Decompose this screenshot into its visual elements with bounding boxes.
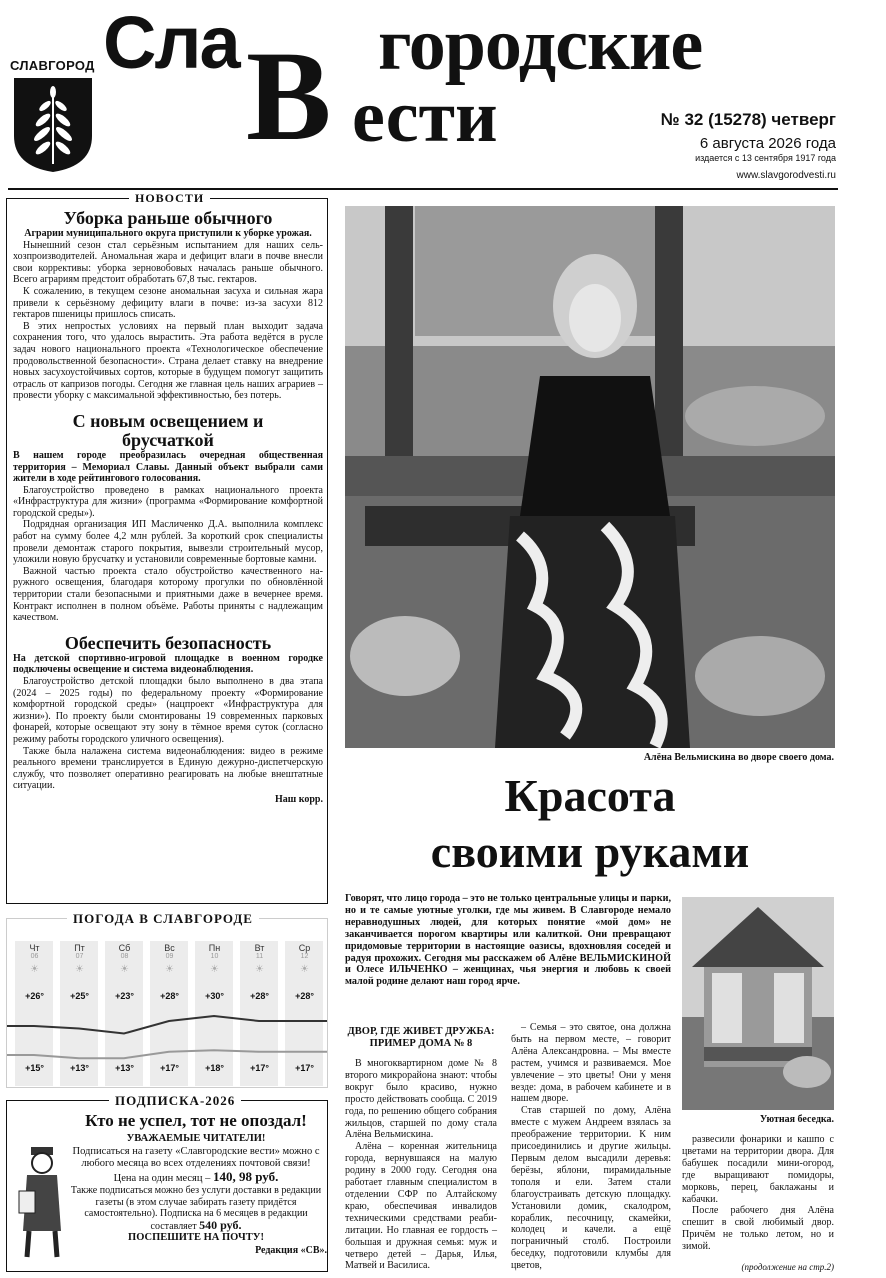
article-headline: Уборка раньше обычного — [63, 208, 273, 228]
min-temperature-line — [7, 1050, 327, 1058]
news-section-label: НОВОСТИ — [129, 191, 210, 206]
sun-icon: ☀ — [75, 964, 84, 975]
sun-icon: ☀ — [210, 964, 219, 975]
weather-day-number: 11 — [255, 953, 264, 960]
article-paragraph: К сожалению, в текущем сезоне аномальная засуха и сильная жара привели к серьёзному дефициту влаги в почве: из-за засухи 812 гектаров пшеницы пришлось списать. — [13, 285, 323, 321]
weather-day-name: Вс — [164, 943, 175, 953]
weather-day-name: Чт — [29, 943, 40, 953]
weather-section-label: ПОГОДА В СЛАВГОРОДЕ — [67, 911, 259, 927]
max-temperature: +30° — [205, 991, 224, 1001]
coat-of-arms-icon — [12, 76, 94, 174]
subscription-paragraph: Подписаться на газету «Славгородские вести» можно с любого месяца во всех отделениях почтовой связи! — [72, 1145, 320, 1169]
price-label: Цена на один месяц – — [113, 1172, 211, 1184]
weather-day — [12, 941, 57, 975]
article-paragraph: Нынешний сезон стал серьёзным испытанием для наших сельхозпроизводителей. Аномальная жара и дефицит влаги в почве внесли свои коррективы: уборка зерновобовых началась раньше обычного. Всего аграриям предстоит обработать 67,8 тыс. гектаров. — [13, 239, 323, 286]
weather-day — [57, 941, 102, 975]
feature-column-1 — [345, 1022, 497, 1272]
website-link[interactable]: www.slavgorodvesti.ru — [736, 170, 836, 181]
feature-paragraph: В многоквартирном доме № 8 второго микрорайона знают: чтобы вокруг было красиво, нужно просто действовать сообща. С 2019 года, по решению общего собрания жильцов, старшей по дому стала Алёна Вельмискина. — [345, 1058, 497, 1141]
min-temperature: +13° — [115, 1063, 134, 1073]
feature-column-3 — [682, 1134, 834, 1253]
feature-paragraph: – Семья – это святое, она должна быть на первом месте, – говорит Алёна Александровна. – Мы вместе растем, учимся и развиваемся. Мое увлечение – это цветы! Они у меня везде: дома, в рабочем кабинете и в нашем дворе. — [511, 1022, 671, 1105]
price-value: 540 руб. — [199, 1217, 242, 1232]
feature-subhead: ДВОР, ГДЕ ЖИВЕТ ДРУЖБА: ПРИМЕР ДОМА № 8 — [347, 1026, 495, 1049]
article-paragraph: В этих непростых условиях на первый план выходит задача сохранения того, что удалось вырастить. Эта работа ведётся в русле задач нового национального проекта «Технологическое обеспечение продовольственной безопасности». Страна делает ставку на внедрение новых засухоустойчивых сортов, которые в будущем помогут защитить отрасль от капризов погоды. Сегодня же главная цель наших аграриев – провести уборку с максимальной эффективностью, без потерь. — [13, 320, 323, 402]
article-headline: Обеспечить безопасность — [64, 632, 272, 653]
article-paragraph: Важной частью проекта стало обустройство качественного наружного освещения, благодаря которому прогулки по обновлённой территории стали безопасными и приятными даже в вечернее время. Контракт исполнен в полном объёме. Работы приняты с надлежащим качеством. — [13, 565, 323, 624]
weather-grid — [7, 941, 327, 1086]
weather-day-name: Пн — [208, 943, 221, 953]
subscription-box — [6, 1093, 328, 1272]
sun-icon: ☀ — [165, 964, 174, 975]
min-temperature: +17° — [160, 1063, 179, 1073]
article-paragraph: Благоустройство проведено в рамках национального проекта «Инфраструктура для жизни» (программа «Формирование комфортной городской среды»). — [13, 484, 323, 519]
article-lead: В нашем городе преобразилась очередная общественная территория – Мемориал Славы. Данный объект выбрали сами жители в ходе рейтингового голосования. — [13, 449, 323, 485]
feature-headline-line1: Красота — [504, 770, 676, 821]
issue-date: 6 августа 2026 года — [699, 135, 836, 152]
subscription-text — [65, 1133, 327, 1257]
masthead-title-part1: Сла — [103, 1, 239, 84]
feature-headline — [345, 768, 835, 880]
subscription-call: ПОСПЕШИТЕ НА ПОЧТУ! — [128, 1232, 264, 1243]
weather-day — [147, 941, 192, 975]
subscription-paragraph: Также подписаться можно без услуги доставки в редакции газеты (в этом случае забирать газету придётся самостоятельно). Подписка на 6 месяцев в редакции составляет — [70, 1185, 322, 1232]
min-temperature: +18° — [205, 1063, 224, 1073]
article-lead: На детской спортивно-игровой площадке в военном городке подключены освещение и система видеонаблюдения. — [13, 652, 323, 676]
price-value: 140, 98 руб. — [213, 1168, 279, 1184]
weather-day-name: Пт — [74, 943, 85, 953]
continued-note: (продолжение на стр.2) — [741, 1262, 834, 1272]
article-lead: Аграрии муниципального округа приступили к уборке урожая. — [24, 228, 312, 239]
published-since: издается с 13 сентября 1917 года — [695, 153, 836, 163]
sun-icon: ☀ — [300, 964, 309, 975]
weather-day — [102, 941, 147, 975]
article-headline: С новым освещением и брусчаткой — [72, 410, 264, 450]
subscription-section-label: ПОДПИСКА-2026 — [109, 1093, 241, 1109]
photo-caption: Алёна Вельмискина во дворе своего дома. — [643, 752, 834, 763]
weather-day-number: 06 — [30, 953, 39, 960]
min-temperature: +17° — [250, 1063, 269, 1073]
weather-day-number: 10 — [210, 953, 219, 960]
max-temperature: +28° — [250, 991, 269, 1001]
postman-illustration-icon — [17, 1141, 67, 1261]
weather-day — [282, 941, 327, 975]
masthead-title-part2: городские — [378, 4, 703, 86]
article-paragraph: Благоустройство детской площадки было выполнено в два этапа (2024 – 2025 годы) по федеральному проекту «Формирование комфортной городской среды» (нацпроект «Инфраструктура для жизни»). По проекту были смонтированы 19 современных парковых фонарей, которые освещают эту зону в тёмное время суток (согласно режиму работы городского уличного освещения). — [13, 676, 323, 745]
town-label: СЛАВГОРОД — [10, 58, 95, 73]
sun-icon: ☀ — [255, 964, 264, 975]
weather-widget — [6, 911, 328, 1088]
feature-intro: Говорят, что лицо города – это не только центральные улицы и парки, но и те самые уютные уголки, где мы живем. В Славгороде немало неравнодушных людей, для которых понятие «мой дом» не заканчивается порогом квартиры или калиткой. Они превращают придомовые территории в настоящие оазисы, вдохновляя соседей и радуя прохожих. Сегодня мы расскажем об Алёне ВЕЛЬМИСКИНОЙ и Олесе ИЛЬЧЕНКО – женщинах, чья энергия и любовь к своей малой родине делают наш город ярче. — [345, 893, 671, 988]
sun-icon: ☀ — [30, 964, 39, 975]
masthead-title-part3: ести — [352, 76, 498, 158]
weather-day-name: Вт — [254, 943, 265, 953]
feature-paragraph: После рабочего дня Алёна спешит в свой любимый двор. Причём не только летом, но и зимой. — [682, 1205, 834, 1253]
article-signature: Наш корр. — [275, 793, 323, 805]
feature-paragraph: Став старшей по дому, Алёна вместе с мужем Андреем взялась за преображение территории. К ним присоединились и другие жильцы. Первым делом высадили деревья: берёзы, яблони, пирамидальные тополя и ели. Затем стали благоустраивать детскую площадку. Установили домик, скалодром, кораблик, песочницу, скамейки, колодец и качели. а ещё пограничный столб. Построили беседку, подготовили клумбы для цветов, — [511, 1105, 671, 1272]
subscription-signature: Редакция «СВ». — [255, 1244, 327, 1256]
subscription-greeting: УВАЖАЕМЫЕ ЧИТАТЕЛИ! — [126, 1133, 266, 1144]
weather-day-name: Ср — [298, 943, 311, 953]
weather-day-number: 07 — [75, 953, 84, 960]
max-temperature-line — [7, 1016, 327, 1034]
masthead-title-big-letter: В — [246, 25, 332, 167]
weather-day — [192, 941, 237, 975]
masthead-rule — [8, 188, 838, 190]
sun-icon: ☀ — [120, 964, 129, 975]
min-temperature: +17° — [295, 1063, 314, 1073]
feature-column-2 — [511, 1022, 671, 1272]
min-temperature: +13° — [70, 1063, 89, 1073]
feature-headline-line2: своими руками — [430, 826, 750, 877]
issue-number: № 32 (15278) четверг — [660, 110, 836, 129]
feature-paragraph: Алёна – коренная жительница города, вернувшаяся на малую родину в 2000 году. Сегодня она работает главным специалистом в отделении СФР по Алтайскому краю, обеспечивая инвалидов техническими средствами реабилитации. Но главная ее гордость – большая и дружная семья: муж и четверо детей – Дарья, Илья, Матвей и Василиса. — [345, 1141, 497, 1272]
max-temperature: +26° — [25, 991, 44, 1001]
max-temperature: +28° — [160, 991, 179, 1001]
gazebo-caption: Уютная беседка. — [759, 1114, 834, 1125]
feature-paragraph: развесили фонарики и кашпо с цветами на территории двора. Для бабушек посадили мини-огород, где выращивают помидоры, морковь, перец, баклажаны и кабачки. — [682, 1134, 834, 1205]
portrait-photo — [345, 206, 835, 748]
weather-day — [237, 941, 282, 975]
min-temperature: +15° — [25, 1063, 44, 1073]
article-paragraph: Также была налажена система видеонаблюдения: видео в режиме реального времени транслируется в Единую дежурно-диспетчерскую службу, что позволяет оперативно реагировать на любые внештатные ситуации. — [13, 745, 323, 792]
gazebo-photo — [682, 897, 834, 1110]
max-temperature: +28° — [295, 991, 314, 1001]
weather-day-name: Сб — [118, 943, 131, 953]
news-box — [6, 191, 328, 904]
max-temperature: +25° — [70, 991, 89, 1001]
subscription-title: Кто не успел, тот не опоздал! — [85, 1111, 307, 1130]
weather-day-number: 12 — [300, 953, 309, 960]
weather-day-number: 09 — [165, 953, 174, 960]
article-paragraph: Подрядная организация ИП Масличенко Д.А. выполнила комплекс работ на сумму более 4,2 млн рублей. За короткий срок специалисты провели демонтаж старого покрытия, вывезли строительный мусор, уложили новую брусчатку и установили современные бортовые камни. — [13, 519, 323, 566]
max-temperature: +23° — [115, 991, 134, 1001]
weather-day-number: 08 — [120, 953, 129, 960]
